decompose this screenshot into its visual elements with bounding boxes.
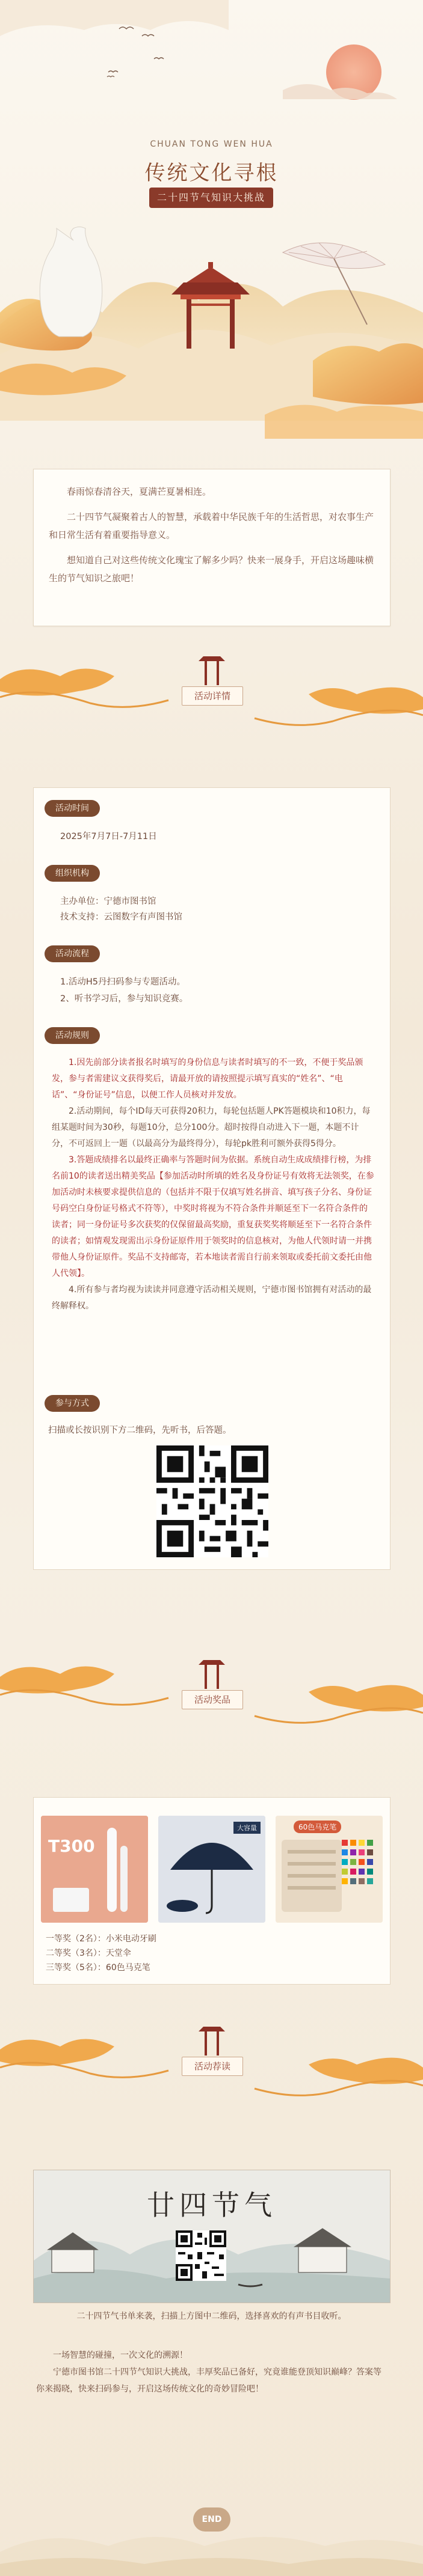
prize-umbrella-tag: 大容量 bbox=[233, 1822, 261, 1834]
pill-time: 活动时间 bbox=[45, 800, 100, 817]
end-badge: END bbox=[193, 2507, 230, 2532]
pill-rules: 活动规则 bbox=[45, 1027, 100, 1044]
intro-paragraph-3: 想知道自己对这些传统文化瑰宝了解多少吗？快来一展身手，开启这场趣味横生的节气知识之旅吧！ bbox=[49, 555, 374, 584]
toothbrush-icon bbox=[41, 1816, 148, 1923]
section-header-reading bbox=[0, 2007, 423, 2116]
outro-line-1: 一场智慧的碰撞，一次文化的溯源！ bbox=[53, 2351, 188, 2360]
prize-line-2: 二等奖（3名）：天堂伞 bbox=[46, 1949, 131, 1958]
reading-banner-title: 廿四节气 bbox=[147, 2189, 277, 2221]
join-text: 扫描或长按识别下方二维码，先听书，后答题。 bbox=[48, 1426, 232, 1435]
prize-toothbrush-image bbox=[41, 1816, 148, 1923]
rule-3: 3.答题成绩排名以最终正确率与答题时间为依据。系统自动生成成绩排行榜，为排名前10的读者送出精美奖品【参加活动时所填的姓名及身份证号有效将无法领奖，在参加活动时未核要求提供信息的（包括并不限于仅填写姓名拼音、填写孩子分名、身份证号码空白身份证号格式不符等），中奖时将视为不符合条件并顺延至下一名符合条件的读者；同一身份证号多次获奖的仅保留最高奖励，重复获奖奖将顺延至下一名符合条件的读者；如情观发现需出示身份证原件用于领奖时的信息核对，为他人代领时请一并携带他人身份证原件。奖品不支持邮寄，若本地读者需自行前来领取或委托前文委托由他人代领】。 bbox=[52, 1155, 374, 1278]
reading-qr-code[interactable] bbox=[176, 2230, 226, 2281]
join-qr-code[interactable] bbox=[156, 1445, 268, 1557]
prize-line-1: 一等奖（2名）：小米电动牙刷 bbox=[46, 1934, 156, 1944]
intro-paragraph-1: 春雨惊春清谷天，夏满芒夏暑相连。 bbox=[67, 486, 212, 497]
rules-text bbox=[52, 1055, 375, 1314]
reading-banner[interactable] bbox=[33, 2170, 391, 2303]
section-decoration bbox=[0, 1635, 423, 1743]
qr-code-icon bbox=[176, 2230, 226, 2281]
outro-text bbox=[36, 2347, 387, 2397]
hero-banner bbox=[0, 0, 423, 457]
pill-join: 参与方式 bbox=[45, 1395, 100, 1412]
vase-shape bbox=[40, 227, 102, 337]
rule-4: 4.所有参与者均视为读读并同意遵守活动相关规则，宁德市图书馆拥有对活动的最终解释权。 bbox=[52, 1285, 372, 1311]
prize-umbrella-image bbox=[158, 1816, 265, 1923]
section-tag-details: 活动详情 bbox=[182, 686, 243, 706]
organizer-host: 主办单位：宁德市图书馆 bbox=[60, 897, 156, 906]
hero-pinyin: CHUAN TONG WEN HUA bbox=[150, 139, 273, 149]
organizer-tech: 技术支持：云图数字有声图书馆 bbox=[60, 912, 182, 922]
time-value: 2025年7月7日-7月11日 bbox=[60, 832, 157, 841]
section-header-prizes bbox=[0, 1635, 423, 1743]
details-card bbox=[33, 787, 391, 1570]
intro-text bbox=[49, 483, 375, 587]
prize-line-3: 三等奖（5名）：60色马克笔 bbox=[46, 1963, 150, 1973]
section-tag-reading: 活动荐读 bbox=[182, 2057, 243, 2076]
prize-markers-tag: 60色马克笔 bbox=[294, 1821, 341, 1833]
pill-organizer: 组织机构 bbox=[45, 865, 100, 882]
section-header-details bbox=[0, 643, 423, 751]
hero-illustration bbox=[0, 0, 423, 457]
pill-flow: 活动流程 bbox=[45, 945, 100, 962]
hero-badge: 二十四节气知识大挑战 bbox=[149, 188, 273, 208]
prize-markers-image bbox=[276, 1816, 383, 1923]
hero-title: 传统文化寻根 bbox=[144, 161, 279, 185]
rule-2: 2.活动期间，每个ID每天可获得20积力，每轮包括题人PK答题模块和10积力，每组某题时间为30秒，每题10分，总分100分。超时按得自动进入下一题，本题不计分，不可返回上一题（以最高分为最终得分），每轮pk胜利可额外获得5得分。 bbox=[52, 1106, 371, 1149]
prize-toothbrush-model: T300 bbox=[48, 1836, 95, 1856]
intro-card bbox=[33, 469, 391, 626]
footer-decoration bbox=[0, 2492, 423, 2576]
rule-1: 1.因先前部分读者报名时填写的身份信息与读者时填写的不一致，不便于奖品颁发，参与者需建议文获得奖后，请最开放的请按照提示填写真实的“姓名”、“电话”、“身份证号”信息，以便工作人员核对并发放。 bbox=[52, 1058, 363, 1100]
reading-caption: 二十四节气书单来袭，扫描上方图中二维码，选择喜欢的有声书目收听。 bbox=[76, 2312, 347, 2321]
outro-line-2: 宁德市图书馆二十四节气知识大挑战，丰厚奖品已备好，究竟谁能登顶知识巅峰？答案等你来揭晓，快来扫码参与，开启这场传统文化的奇妙冒险吧！ bbox=[36, 2367, 381, 2394]
qr-code-icon bbox=[156, 1445, 268, 1557]
intro-paragraph-2: 二十四节气凝聚着古人的智慧，承载着中华民族千年的生活哲思，对农事生产和日常生活有着重要指导意义。 bbox=[49, 511, 374, 540]
flow-step-2: 2、听书学习后，参与知识竞赛。 bbox=[60, 994, 188, 1004]
flow-step-1: 1.活动H5丹扫码参与专题活动。 bbox=[60, 977, 185, 987]
prizes-card bbox=[33, 1797, 391, 1985]
section-tag-prizes: 活动奖品 bbox=[182, 1690, 243, 1709]
